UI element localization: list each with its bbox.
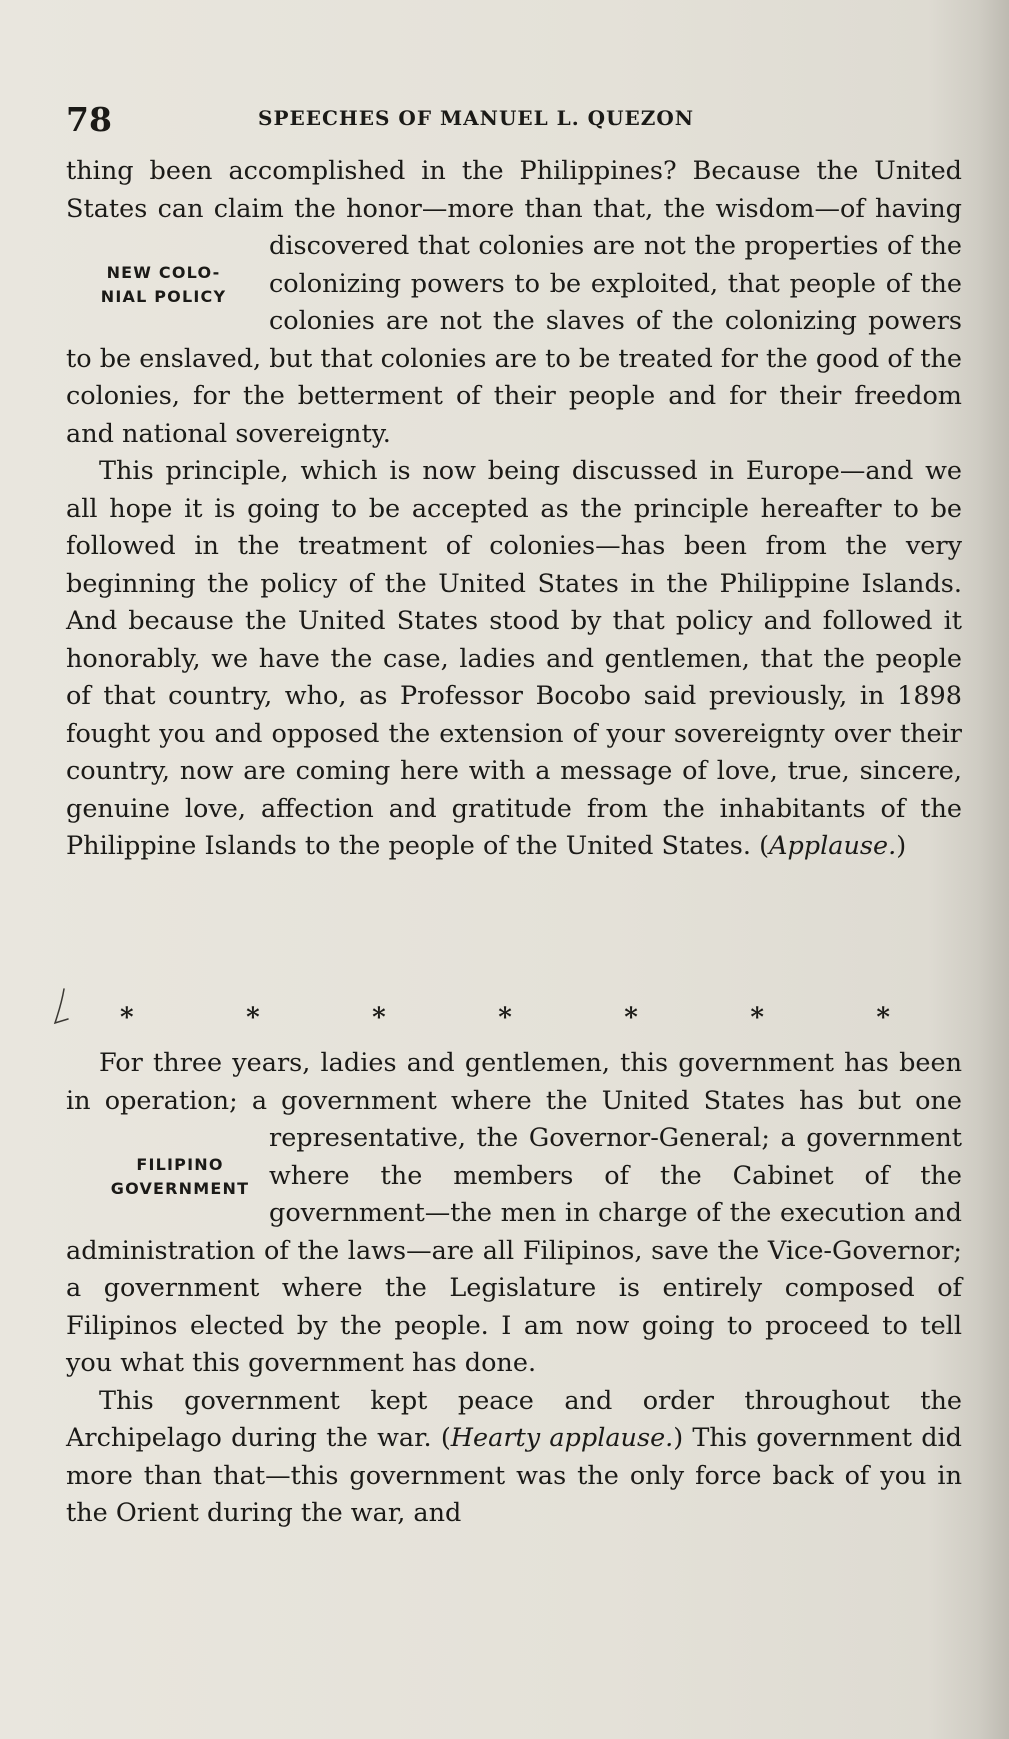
sidenote-line: GOVERNMENT [110,1179,250,1198]
sidenote-line: NEW COLO- [106,263,221,282]
paragraph-3 [66,1045,962,1383]
sidenote-new-colonial-policy [66,230,261,340]
paragraph-4 [66,1383,962,1533]
paren-open: ( [759,831,770,861]
pencil-mark-icon [50,987,74,1027]
separator-star: * [246,1003,260,1033]
separator-star: * [876,1003,890,1033]
sidenote-line: FILIPINO [136,1155,224,1174]
running-head: SPEECHES OF MANUEL L. QUEZON [258,106,695,130]
applause-note: Applause. [769,831,897,861]
text-block-top [66,153,962,866]
page-number: 78 [66,100,112,139]
hearty-applause-note: Hearty applause. [450,1423,674,1453]
page-header [66,100,919,140]
paragraph-2 [66,453,962,866]
paragraph-1-lead: thing been accomplished in the Philippines? Because the United States can claim the honor—more than that, the wisdom—of having discovered that colonies are not the [66,156,962,261]
separator-star: * [750,1003,764,1033]
paren-close: ) [673,1423,684,1453]
sidenote-filipino-government [66,1122,261,1232]
paragraph-3-lead: For three years, ladies and gentlemen, this government has been in operation; a government where the United States has but one representative, the Governor-General; [66,1048,962,1153]
separator-star: * [120,1003,134,1033]
section-separator [120,1003,890,1033]
paragraph-4-lead: This government kept peace and order throughout the Archipelago during the war. [66,1385,962,1453]
text-block-bottom [66,1045,962,1533]
paragraph-1-rest: properties of the colonizing powers to be exploited, that people of the colonies are not the slaves of the colonizing powers to be enslaved, but that colonies are to be treated for the good of the colonies, for the betterment of their people and for their freedom and national sovereignty. [66,231,963,449]
separator-star: * [372,1003,386,1033]
separator-star: * [624,1003,638,1033]
sidenote-line: NIAL POLICY [100,287,227,306]
paren-close: ) [896,831,907,861]
paragraph-3-rest: a government where the members of the Cabinet of the government—the men in charge of the execution and administration of the laws—are all Filipinos, save the Vice-Governor; a government where the Legislature is entirely composed of Filipinos elected by the people. I am now going to proceed to tell you what this government has done. [66,1123,962,1378]
paragraph-2-text: This principle, which is now being discussed in Europe—and we all hope it is going to be accepted as the principle hereafter to be followed in the treatment of colonies—has been from the very beginning the policy of the United States in the Philippine Islands. And because the United States stood by that policy and followed it honorably, we have the case, ladies and gentlemen, that the people of that country, who, as Professor Bocobo said previously, in 1898 fought you and opposed the extension of your sovereignty over their country, now are coming here with a message of love, true, sincere, genuine love, affection and gratitude from the inhabitants of the Philippine Islands to the people of the United States. [66,456,962,861]
paragraph-4-rest: This government did more than that—this government was the only force back of you in the Orient during the war, and [66,1423,963,1528]
separator-star: * [498,1003,512,1033]
paragraph-1 [66,153,962,453]
paren-open: ( [440,1423,451,1453]
